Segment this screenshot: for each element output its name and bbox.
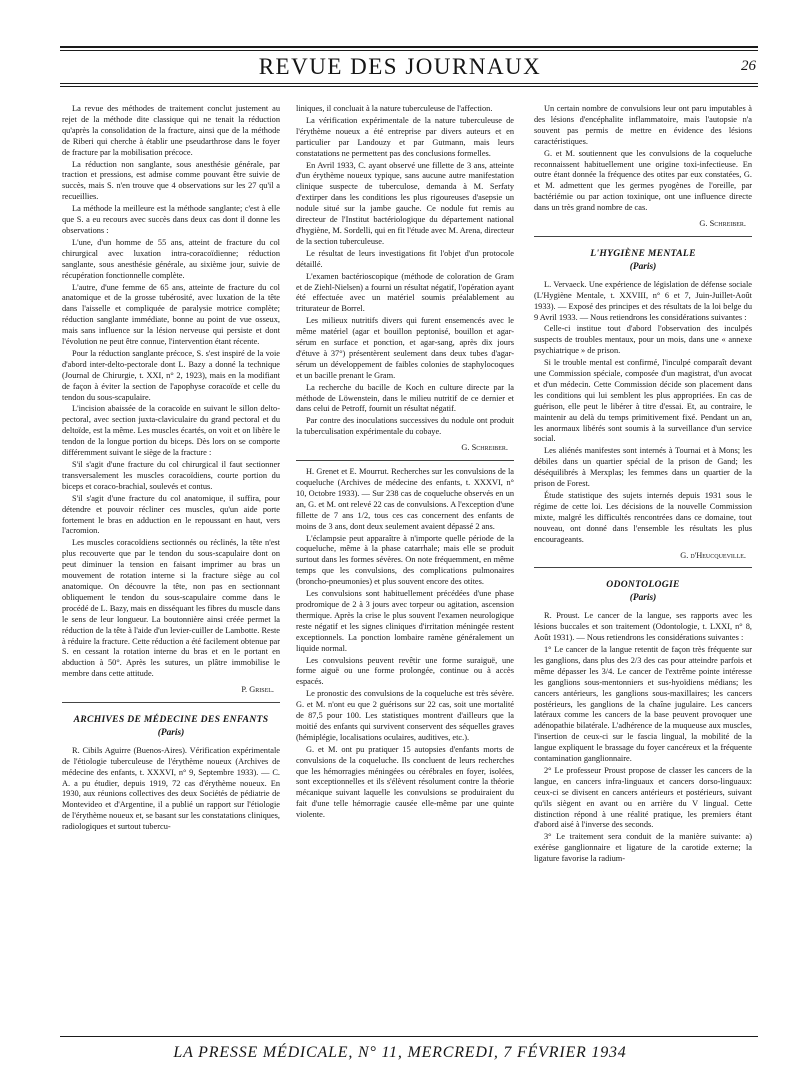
column-right [534,104,752,866]
author-signature: G. d'Heucqueville. [680,550,746,560]
page-footer: LA PRESSE MÉDICALE, N° 11, MERCREDI, 7 FÉVRIER 1934 [173,1044,627,1061]
author-signature: G. Schreiber. [461,443,508,453]
paragraph: L'examen bactérioscopique (méthode de coloration de Gram et de Ziehl-Nielsen) a fourni un résultat négatif, l'opération ayant été effectuée avec un matériel soumis préalablement au triturateur de Borrel. [296,271,514,314]
author-signature: P. Grisel. [241,685,274,695]
section-city: (Paris) [157,727,185,738]
paragraph: En Avril 1933, C. ayant observé une fillette de 3 ans, atteinte d'un érythème noueux typique, sans aucune autre manifestation clinique suspecte de tuberculose, demanda à M. Serfaty d'extirper dans les conditions les plus rigoureuses d'asepsie un nodule situé sur la jambe gauche. Ce nodule fut remis au directeur de l'Institut bactériologique du département national d'hygiène, M. Sordelli, qui en fit l'étude avec M. Arena, directeur de la section tuberculeuse. [296,160,514,246]
article-abstract: R. Cibils Aguirre (Buenos-Aires). Vérification expérimentale de l'étiologie tuberculeuse de l'érythème noueux (Archives de médecine des enfants, t. XXXVI, n° 9, Septembre 1933). — C. A. a pu étudier, depuis 1919, 72 cas d'érythème noueux. En 1930, aux réunions collectives des deux Sociétés de pédiatrie de Montevideo et d'Argentine, il a publié un rapport sur l'étiologie de l'érythème noueux et, se basant sur les constatations cliniques, radiologiques et surtout tubercu- [62,745,280,832]
paragraph: Les milieux nutritifs divers qui furent ensemencés avec le même matériel (agar et bouillon peptonisé, bouillon et agar-sérum en surface et ponction, et agar-sang, après dix jours d'étuve à 37°) présentèrent seulement dans deux tubes d'agar-sérum un développement de faibles colonies de staphylocoques et un bacille prenant le Gram. [296,316,514,380]
paragraph: Pour la réduction sanglante précoce, S. s'est inspiré de la voie d'abord inter-delto-pectorale dont L. Bazy a donné la technique (Journal de Chirurgie, t. XXI, n° 2, 1923), mais en la modifiant de façon à éviter la section de l'apophyse coracoïde et celle du tendon du sous-scapulaire. [62,348,280,402]
article-divider [296,460,514,461]
author-signature: G. Schreiber. [699,219,746,229]
paragraph: Le résultat de leurs investigations fit l'objet d'un protocole détaillé. [296,248,514,269]
paragraph: Les convulsions peuvent revêtir une forme suraiguë, une forme aiguë ou une forme prolongée, continue ou à accès espacés. [296,655,514,687]
paragraph: La vérification expérimentale de la nature tuberculeuse de l'érythème noueux a été entreprise par divers auteurs et en particulier par Landouzy et par Gutmann, mais leurs constatations ne permettent pas des conclusions formelles. [296,115,514,158]
paragraph: L'une, d'un homme de 55 ans, atteint de fracture du col chirurgical avec luxation intra-coracoïdienne; réduction sanglante, sous anesthésie générale, au sixième jour, suivie de récupération fonctionnelle complète. [62,237,280,280]
paragraph: S'il s'agit d'une fracture du col chirurgical il faut sectionner transversalement les muscles coracoïdiens, courte portion du biceps et coraco-brachial, soulevés et contus. [62,460,280,491]
paragraph: Étude statistique des sujets internés depuis 1931 sous le régime de cette loi. Les décisions de la nouvelle Commission mixte, malgré les difficultés rencontrées dans ce domaine, tout nouveau, ont donné dans l'ensemble les résultats les plus encourageants. [534,491,752,544]
masthead-rule-thin [60,83,758,84]
page-number: 26 [741,58,756,74]
masthead [0,52,800,82]
section-divider [534,567,752,568]
paragraph: La recherche du bacille de Koch en culture directe par la méthode de Löwenstein, dans le milieu nutritif de ce dernier et dans celui de Petroff, fournit un résultat négatif. [296,382,514,414]
top-rule-thin [60,50,758,51]
paragraph: L'autre, d'une femme de 65 ans, atteinte de fracture du col anatomique et de la grosse tubérosité, avec luxation de la tête dans l'aisselle et compliquée de paralysie motrice complète; réduction sanglante immédiate, bonne au point de vue osseux, mais sans influence sur la lésion nerveuse qui persiste et dont l'évolution ne peut être connue, l'intervention étant récente. [62,282,280,347]
article-abstract: H. Grenet et E. Mourrut. Recherches sur les convulsions de la coqueluche (Archives de médecine des enfants, t. XXXVI, n° 10, Octobre 1933). — Sur 238 cas de coqueluche observés en un an, G. et M. ont relevé 22 cas de convulsions. A l'exception d'une fillette de 7 ans 1/2, tous ces cas concernent des enfants de moins de 3 ans, dont deux seulement avaient dépassé 2 ans. [296,467,514,531]
paragraph: La revue des méthodes de traitement conclut justement au rejet de la méthode dite classique qui ne tenait la réduction qu'après la consolidation de la fracture, ainsi que de la méthode de Riberi qui cherche à établir une pseudarthrose dans le foyer de fracture par la mobilisation précoce. [62,104,280,157]
paragraph: Les aliénés manifestes sont internés à Tournai et à Mons; les débiles dans un quartier spécial de la prison de Gand; les déséquilibrés à Merxplas; les femmes dans un quartier de la prison de Forest. [534,446,752,489]
article-abstract: R. Proust. Le cancer de la langue, ses rapports avec les lésions buccales et son traitement (Odontologie, t. LXXI, n° 8, Août 1931). — Nous retiendrons les considérations suivantes : [534,611,752,643]
paragraph: Celle-ci institue tout d'abord l'observation des inculpés suspects de troubles mentaux, pour un mois, dans une « annexe psychiatrique » de prison. [534,324,752,356]
paragraph: 2° Le professeur Proust propose de classer les cancers de la langue, en cancers infra-linguaux et cancers dorso-linguaux: ceux-ci se divisent en cancers antérieurs et postérieurs, suivant qu'ils siègent en avant ou en arrière du V lingual. Cette distinction répond à une réalité pratique, les premiers étant d'abord aisé à l'inverse des seconds. [534,765,752,830]
paragraph: 1° Le cancer de la langue retentit de façon très fréquente sur les ganglions, dans plus des 2/3 des cas pour atteindre parfois et même dépasser les 3/4. Le cancer de l'extrême pointe intéresse les ganglions sous-mentonniers et sus-hyoïdiens médians; les cancers antérieurs, les ganglions sous-maxillaires; les cancers postérieurs, les ganglions de la chaîne jugulaire. Les cancers latéraux comme les cancers de la base peuvent provoquer une adénopathie bilatérale. L'adhérence de la muqueuse aux muscles, l'insertion de ceux-ci sur le fascia lingual, la mobilité de la langue expliquent le brassage du foyer cancéreux et la fréquente contamination ganglionnaire. [534,644,752,764]
section-city: (Paris) [629,261,657,272]
masthead-rule [60,86,758,88]
paragraph: La méthode la meilleure est la méthode sanglante; c'est à elle que S. a eu recours avec succès dans deux cas dont il donne les observations : [62,204,280,235]
paragraph: liniques, il concluait à la nature tuberculeuse de l'affection. [296,104,493,113]
section-heading: ARCHIVES DE MÉDECINE DES ENFANTS [73,714,269,726]
section-divider [534,236,752,237]
section-divider [62,702,280,703]
paragraph: Le pronostic des convulsions de la coqueluche est très sévère. G. et M. n'ont eu que 2 guérisons sur 22 cas, soit une mortalité de 87,5 pour 100. Les statistiques montrent d'ailleurs que la moitié des enfants qui survivent conservent des séquelles graves (hémiplégie, localisations oculaires, auditives, etc.). [296,689,514,742]
paragraph: Par contre des inoculations successives du nodule ont produit la tuberculisation expérimentale du cobaye. [296,416,514,437]
section-heading: ODONTOLOGIE [606,579,680,591]
footer-rule [60,1036,758,1037]
paragraph: Les muscles coracoïdiens sectionnés ou réclinés, la tête n'est plus recouverte que par le tendon du sous-scapulaire dont on peut diminuer la tension en faisant imprimer au bras un mouvement de rotation interne si la fracture siège au col anatomique. On découvre la tête, non pas en sectionnant obliquement le tendon du sous-scapulaire comme dans le procédé de L. Bazy, mais en disséquant les fibres du muscle dans le sens de leur longueur. La boutonnière ainsi créée permet la réduction de la tête à l'aide d'un levier-cuiller de Lambotte. Reste à réduire la fracture. Cette réduction a été facilement obtenue par S. en cessant la rotation interne du bras et en le portant en abduction à 50°. Après les sutures, un plâtre immobilise le membre dans cette attitude. [62,538,280,679]
section-heading: L'HYGIÈNE MENTALE [590,247,696,259]
paragraph: Un certain nombre de convulsions leur ont paru imputables à des lésions d'encéphalite inflammatoire, mais l'autopsie n'a souvent pas permis de mettre en évidence des lésions caractéristiques. [534,104,752,146]
paragraph: L'incision abaissée de la coracoïde en suivant le sillon delto-pectoral, avec section juxta-claviculaire du grand pectoral et du deltoïde, est la même. Les muscles écartés, on voit et on libère le tendon de la longue portion du biceps. Dès lors on se comporte différemment suivant le siège de la fracture : [62,404,280,458]
paragraph: G. et M. ont pu pratiquer 15 autopsies d'enfants morts de convulsions de la coqueluche. Ils concluent de leurs recherches que les hémorragies méningées ou cérébrales en foyer, isolées, sont exceptionnelles et ils s'élèvent résolument contre la théorie mécanique suivant laquelle les convulsions se produiraient du fait d'une telle hémorragie causée elle-même par une quinte violente. [296,744,514,820]
column-left [62,104,280,834]
top-rule [60,46,758,48]
column-middle [296,104,514,822]
paragraph: Les convulsions sont habituellement précédées d'une phase prodromique de 2 à 3 jours avec torpeur ou agitation, ascension thermique. Après la crise le plus souvent l'examen neurologique reste négatif et les signes cliniques d'irritation méningée restent exceptionnels. La ponction lombaire ramène généralement un liquide normal. [296,589,514,653]
paragraph: 3° Le traitement sera conduit de la manière suivante: a) exérèse ganglionnaire et ligature de la carotide externe; la ligature favorise la radium- [534,832,752,864]
journal-section-title: REVUE DES JOURNAUX [258,54,542,79]
paragraph: L'éclampsie peut apparaître à n'importe quelle période de la coqueluche, même à la phase catarrhale; mais elle se produit surtout dans les formes sévères. On note fréquemment, en même temps que les convulsions, des complications pulmonaires (broncho-pneumonies) et plus souvent encore des otites. [296,533,514,587]
paragraph: S'il s'agit d'une fracture du col anatomique, il suffira, pour détendre et pouvoir récliner ces muscles, qu'un aide porte fortement le bras en adduction en le repoussant en haut, vers l'acromion. [62,493,280,536]
section-city: (Paris) [629,593,657,604]
article-abstract: L. Vervaeck. Une expérience de législation de défense sociale (L'Hygiène Mentale, t. XXVIII, n° 6 et 7, Juin-Juillet-Août 1933). — Exposé des principes et des résultats de la loi belge du 9 Avril 1933. — Nous retiendrons les considérations suivantes : [534,279,752,322]
paragraph: Si le trouble mental est confirmé, l'inculpé comparaît devant une Commission spéciale, composée d'un magistrat, d'un avocat et d'un médecin. Cette Commission décide son placement dans les conditions qui lui semblent les plus appropriées. En cas de guérison, elle peut le libérer à titre d'essai. Et, au contraire, le maintenir au delà du temps primitivement fixé. Pendant un an, les anormaux libérés sont soumis à la surveillance d'un service social. [534,358,752,444]
paragraph: G. et M. soutiennent que les convulsions de la coqueluche reconnaissent habituellement une origine toxi-infectieuse. En outre étant donnée la fréquence des otites par eux constatées, G. et M. admettent que les germes pyogènes de l'oreille, par bactériémie ou par action toxinique, ont une influence directe dans un très grand nombre de cas. [534,148,752,213]
paragraph: La réduction non sanglante, sous anesthésie générale, par traction et pressions, est admise comme pouvant être suivie de succès, mais S. n'en trouve que 4 observations sur les 27 qu'il a recueillies. [62,159,280,202]
